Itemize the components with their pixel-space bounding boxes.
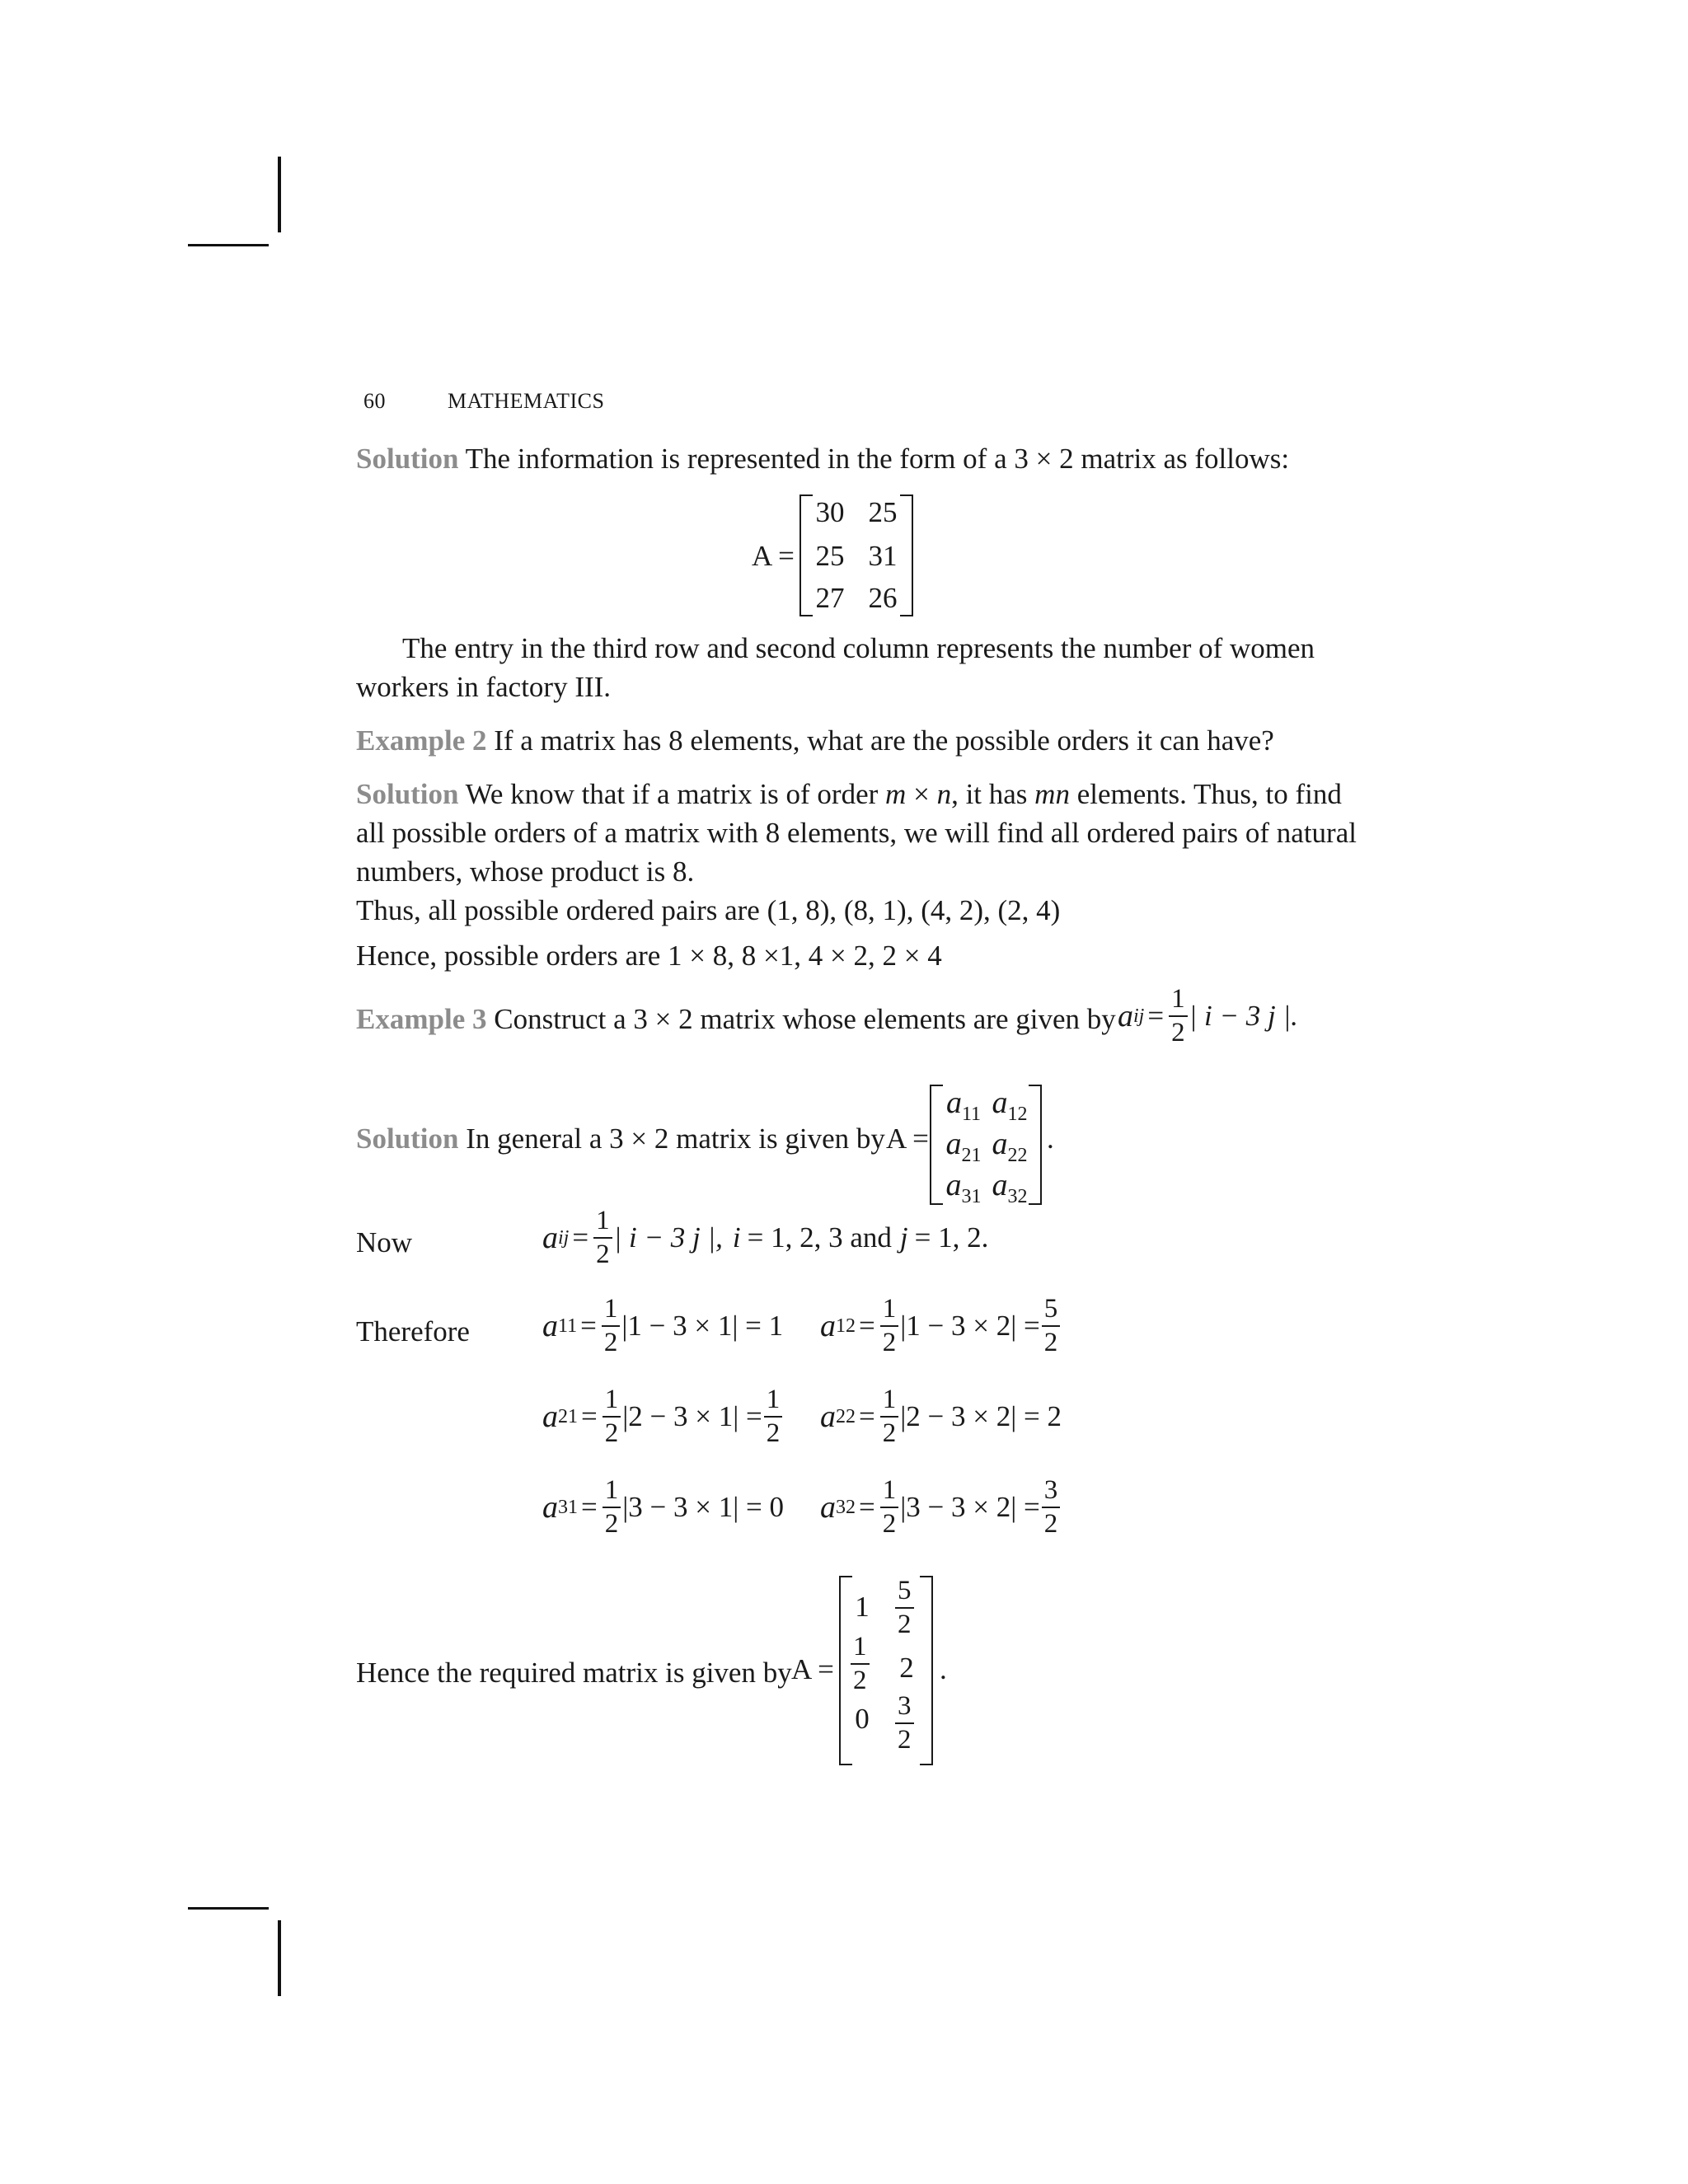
- subscript: 32: [836, 1496, 856, 1518]
- denominator: 2: [603, 1328, 618, 1357]
- var-a: a: [542, 1490, 558, 1525]
- numerator: 3: [895, 1693, 914, 1724]
- subscript: 31: [961, 1186, 982, 1207]
- crop-mark-bottom-vertical: [278, 1920, 281, 1996]
- example3-formula: [1118, 986, 1298, 1047]
- matrix-general-cell: [987, 1167, 1032, 1208]
- numerator: 1: [851, 1633, 870, 1665]
- crop-mark-bottom-horizontal: [188, 1907, 269, 1910]
- matrix-a-lhs: A =: [752, 540, 795, 572]
- expression: | i − 3 j |.: [1189, 1000, 1298, 1032]
- therefore-label: Therefore: [356, 1315, 470, 1347]
- var-a: a: [992, 1085, 1008, 1120]
- period: .: [1047, 1122, 1054, 1155]
- subscript: 22: [836, 1405, 856, 1427]
- expression-text: = 1, 2.: [914, 1221, 989, 1254]
- therefore-item: [820, 1386, 1062, 1447]
- fraction: [603, 1477, 621, 1538]
- denominator: 2: [853, 1666, 867, 1695]
- var-a: a: [1118, 999, 1133, 1033]
- denominator: 2: [898, 1725, 912, 1755]
- therefore-item: [820, 1296, 1062, 1357]
- denominator: 2: [604, 1509, 619, 1539]
- numerator: 1: [593, 1207, 612, 1239]
- fraction: [880, 1386, 899, 1447]
- matrix-a-cell: 31: [868, 540, 898, 572]
- numerator: 1: [603, 1477, 621, 1508]
- final-text: Hence the required matrix is given by: [356, 1657, 792, 1689]
- denominator: 2: [882, 1328, 897, 1357]
- denominator: 2: [596, 1240, 610, 1269]
- equals-sign: =: [581, 1400, 598, 1432]
- therefore-item: [820, 1477, 1062, 1538]
- var-a: a: [542, 1221, 558, 1255]
- matrix-general-cell: [941, 1126, 986, 1167]
- var-n: n: [936, 778, 952, 810]
- subscript: 22: [1007, 1145, 1028, 1166]
- times-symbol: ×: [913, 778, 930, 810]
- expression: |1 − 3 × 2| =: [900, 1310, 1040, 1342]
- now-formula: [542, 1207, 988, 1268]
- expression: |3 − 3 × 1| = 0: [622, 1491, 784, 1523]
- matrix-general-cell: [987, 1126, 1032, 1167]
- final-matrix-cell: 1: [855, 1591, 870, 1623]
- equals-sign: =: [580, 1310, 597, 1342]
- final-matrix-cell: [849, 1633, 871, 1694]
- denominator: 2: [898, 1610, 912, 1639]
- therefore-item: [542, 1386, 784, 1447]
- matrix-general-cell: [941, 1167, 986, 1208]
- numerator: 5: [895, 1577, 914, 1609]
- solution1-text: The information is represented in the form of a 3 × 2 matrix as follows:: [465, 443, 1290, 475]
- final-matrix-cell: [893, 1693, 916, 1754]
- denominator: 2: [882, 1509, 897, 1539]
- final-matrix-cell: 2: [899, 1652, 914, 1684]
- numerator: 1: [880, 1386, 899, 1418]
- final-matrix-cell: 0: [855, 1703, 870, 1735]
- solution-label: Solution: [356, 443, 459, 475]
- solution1-paragraph: [356, 439, 1289, 478]
- subscript: 21: [961, 1145, 982, 1166]
- matrix-a-cell: 30: [815, 496, 845, 528]
- subscript: 31: [558, 1496, 578, 1518]
- fraction: [895, 1577, 914, 1638]
- subscript: 11: [558, 1315, 578, 1337]
- subscript: 12: [1007, 1104, 1028, 1125]
- numerator: 1: [602, 1296, 621, 1327]
- matrix-a-cell: 27: [815, 582, 845, 614]
- fraction: [602, 1296, 621, 1357]
- var-j: j: [899, 1221, 908, 1254]
- fraction: [851, 1633, 870, 1694]
- matrix-general-lhs: A =: [886, 1122, 929, 1155]
- fraction: [764, 1386, 783, 1447]
- page-number: 60: [363, 389, 386, 413]
- therefore-item: [542, 1477, 784, 1538]
- solution3-paragraph: [356, 1119, 885, 1158]
- equals-sign: =: [859, 1310, 875, 1342]
- fraction: [1042, 1477, 1061, 1538]
- fraction: [1169, 986, 1188, 1047]
- final-matrix-cell: [893, 1577, 916, 1638]
- var-a: a: [945, 1085, 962, 1120]
- paragraph-line: The entry in the third row and second column represents the number of women: [402, 632, 1315, 664]
- var-a: a: [542, 1309, 558, 1343]
- solution-label: Solution: [356, 1122, 459, 1155]
- running-header: MATHEMATICS: [448, 389, 605, 413]
- var-mn: mn: [1034, 778, 1070, 810]
- now-label: Now: [356, 1226, 413, 1258]
- matrix-a-cell: 25: [868, 496, 898, 528]
- numerator: 1: [880, 1477, 899, 1508]
- matrix-a-cell: 25: [815, 540, 845, 572]
- example2-label: Example 2: [356, 724, 487, 757]
- subscript: 11: [961, 1104, 982, 1125]
- var-a: a: [820, 1399, 836, 1434]
- expression: |1 − 3 × 1| = 1: [621, 1310, 784, 1342]
- solution2-line: all possible orders of a matrix with 8 elements, we will find all ordered pairs of natural: [356, 817, 1357, 849]
- var-a: a: [820, 1309, 836, 1343]
- solution2-text: elements. Thus, to find: [1076, 778, 1342, 810]
- fraction: [603, 1386, 621, 1447]
- fraction: [1042, 1296, 1061, 1357]
- subscript: 12: [836, 1315, 856, 1337]
- fraction: [880, 1477, 899, 1538]
- var-a: a: [992, 1127, 1008, 1161]
- equals-sign: =: [1147, 1000, 1165, 1032]
- solution2-line: Thus, all possible ordered pairs are (1, 8), (8, 1), (4, 2), (2, 4): [356, 894, 1061, 926]
- numerator: 1: [880, 1296, 899, 1327]
- expression-text: = 1, 2, 3 and: [747, 1221, 892, 1254]
- solution2-line: numbers, whose product is 8.: [356, 855, 695, 888]
- matrix-general-cell: [941, 1085, 986, 1126]
- subscript: ij: [1133, 1005, 1145, 1027]
- numerator: 3: [1042, 1477, 1061, 1508]
- denominator: 2: [882, 1418, 897, 1448]
- subscript: 21: [558, 1405, 578, 1427]
- equals-sign: =: [581, 1491, 598, 1523]
- matrix-general-cell: [987, 1085, 1032, 1126]
- subscript: 32: [1007, 1186, 1028, 1207]
- solution2-line: Hence, possible orders are 1 × 8, 8 ×1, 4 × 2, 2 × 4: [356, 940, 942, 972]
- equals-sign: =: [859, 1491, 875, 1523]
- denominator: 2: [1171, 1018, 1185, 1047]
- example3-text: Construct a 3 × 2 matrix whose elements are given by: [494, 1003, 1116, 1035]
- example2-paragraph: [356, 721, 1274, 760]
- numerator: 1: [764, 1386, 783, 1418]
- example3-paragraph: [356, 1000, 1116, 1038]
- solution2-text: We know that if a matrix is of order: [465, 778, 879, 810]
- matrix-a-cell: 26: [868, 582, 898, 614]
- solution3-text: In general a 3 × 2 matrix is given by: [466, 1122, 885, 1155]
- numerator: 1: [603, 1386, 621, 1418]
- expression: | i − 3 j |,: [613, 1221, 723, 1254]
- denominator: 2: [766, 1418, 781, 1448]
- var-a: a: [992, 1168, 1008, 1202]
- example2-text: If a matrix has 8 elements, what are the possible orders it can have?: [494, 724, 1274, 757]
- crop-mark-top-horizontal: [188, 244, 269, 246]
- equals-sign: =: [859, 1400, 875, 1432]
- expression: |3 − 3 × 2| =: [900, 1491, 1040, 1523]
- expression: |2 − 3 × 2| = 2: [900, 1400, 1062, 1432]
- paragraph-line: workers in factory III.: [356, 671, 612, 703]
- fraction: [593, 1207, 612, 1268]
- example3-label: Example 3: [356, 1003, 487, 1035]
- expression: |2 − 3 × 1| =: [622, 1400, 762, 1432]
- denominator: 2: [604, 1418, 619, 1448]
- var-a: a: [945, 1168, 962, 1202]
- denominator: 2: [1043, 1509, 1058, 1539]
- solution2-text: , it has: [951, 778, 1028, 810]
- period: .: [940, 1653, 947, 1685]
- var-a: a: [945, 1127, 962, 1161]
- fraction: [880, 1296, 899, 1357]
- subscript: ij: [558, 1226, 570, 1249]
- numerator: 1: [1169, 986, 1188, 1017]
- fraction: [895, 1693, 914, 1754]
- final-matrix-lhs: A =: [791, 1653, 834, 1685]
- var-a: a: [542, 1399, 558, 1434]
- solution2-line: [356, 775, 1342, 813]
- var-a: a: [820, 1490, 836, 1525]
- equals-sign: =: [572, 1221, 589, 1254]
- numerator: 5: [1042, 1296, 1061, 1327]
- var-m: m: [885, 778, 907, 810]
- crop-mark-top-vertical: [278, 157, 281, 232]
- solution-label: Solution: [356, 778, 459, 810]
- therefore-item: [542, 1296, 783, 1357]
- var-i: i: [732, 1221, 741, 1254]
- denominator: 2: [1043, 1328, 1058, 1357]
